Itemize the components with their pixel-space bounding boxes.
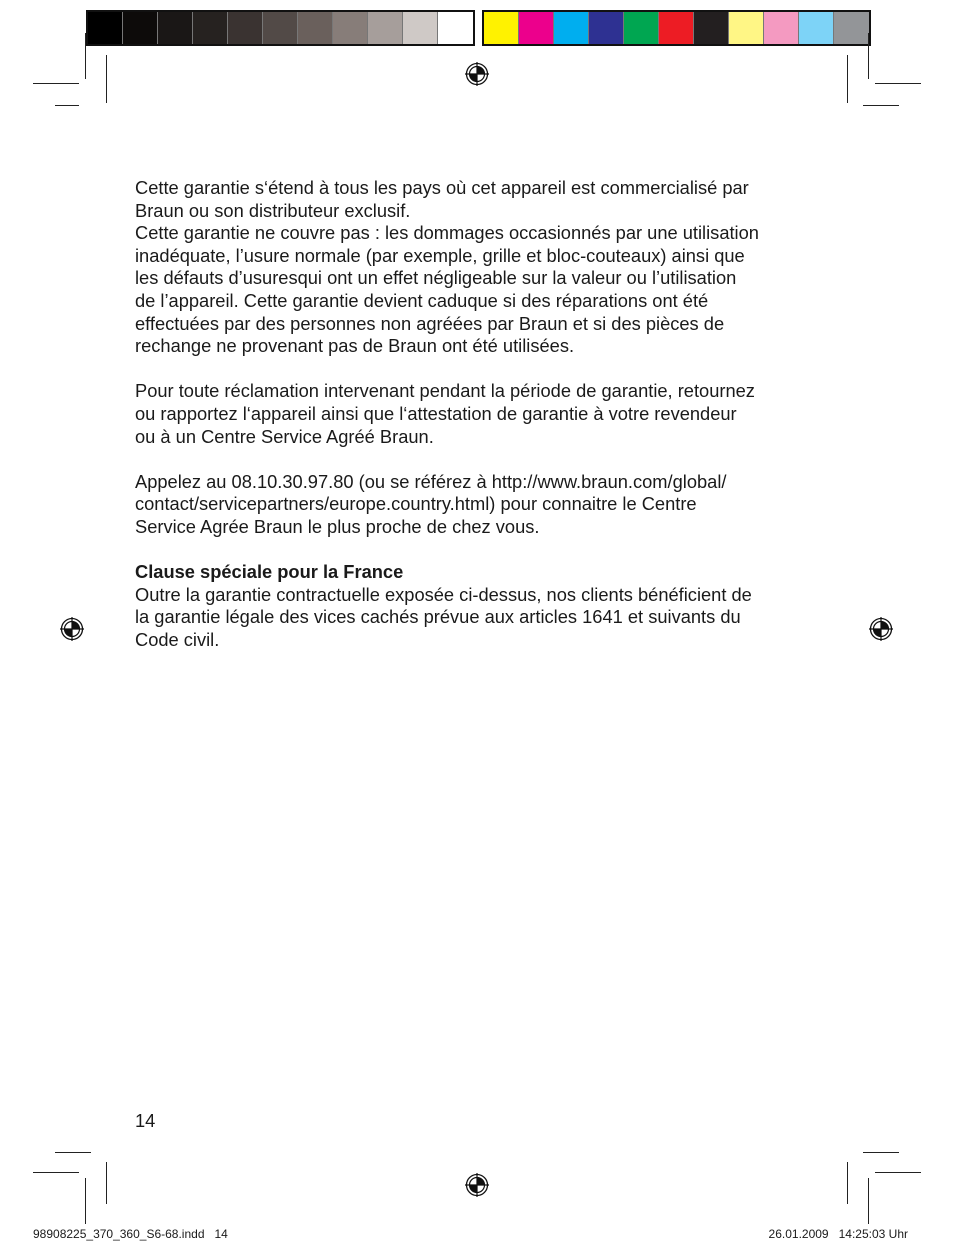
registration-mark-icon — [465, 62, 489, 86]
color-swatch — [298, 12, 333, 44]
crop-mark — [33, 1172, 79, 1173]
color-swatch — [729, 12, 764, 44]
color-swatch — [228, 12, 263, 44]
color-swatch — [519, 12, 554, 44]
color-swatch — [589, 12, 624, 44]
warranty-text — [135, 177, 835, 674]
color-swatch — [694, 12, 729, 44]
crop-mark — [868, 1178, 869, 1224]
registration-mark-icon — [465, 1173, 489, 1197]
color-swatch — [624, 12, 659, 44]
crop-mark — [863, 1152, 899, 1153]
color-swatch — [834, 12, 869, 44]
slug-timestamp: 26.01.2009 14:25:03 Uhr — [768, 1227, 908, 1241]
crop-mark — [875, 1172, 921, 1173]
registration-mark-icon — [60, 617, 84, 641]
registration-mark-icon — [869, 617, 893, 641]
color-swatch — [764, 12, 799, 44]
page-number: 14 — [135, 1110, 156, 1131]
process-color-bar — [482, 10, 871, 46]
color-swatch — [799, 12, 834, 44]
color-swatch — [403, 12, 438, 44]
crop-mark — [33, 83, 79, 84]
crop-mark — [847, 1162, 848, 1204]
color-swatch — [263, 12, 298, 44]
paragraph-coverage: Cette garantie s‘étend à tous les pays où cet appareil est commercialisé par Braun ou son distributeur exclusif. Cette garantie ne couvre pas : les dommages occasionnés par une utilisation inadéquate, l’usure normale (par exemple, grille et bloc-couteaux) ainsi que les défauts d’usuresqui ont un effet négligeable sur la valeur ou l’utilisation de l’appareil. Cette garantie devient caduque si des réparations ont été effectuées par des personnes non agréées par Braun et si des pièces de rechange ne provenant pas de Braun ont été utilisées. — [135, 177, 759, 357]
slug-filename: 98908225_370_360_S6-68.indd 14 — [33, 1227, 228, 1241]
crop-mark — [85, 33, 86, 79]
color-swatch — [368, 12, 403, 44]
color-swatch — [659, 12, 694, 44]
paragraph-france-clause: Outre la garantie contractuelle exposée ci-dessus, nos clients bénéficient de la garantie légale des vices cachés prévue aux articles 1641 et suivants du Code civil. — [135, 583, 752, 650]
crop-mark — [868, 33, 869, 79]
paragraph-claims: Pour toute réclamation intervenant pendant la période de garantie, retournez ou rapportez l‘appareil ainsi que l‘attestation de garantie à votre revendeur ou à un Centre Service Agréé Braun. — [135, 380, 755, 447]
crop-mark — [55, 105, 79, 106]
paragraph-contact: Appelez au 08.10.30.97.80 (ou se référez à http://www.braun.com/global/ contact/servicepartners/europe.country.html) pour connaitre le Centre Service Agrée Braun le plus proche de chez vous. — [135, 470, 727, 537]
crop-mark — [847, 55, 848, 103]
crop-mark — [106, 1162, 107, 1204]
crop-mark — [106, 55, 107, 103]
color-swatch — [554, 12, 589, 44]
crop-mark — [863, 105, 899, 106]
crop-mark — [55, 1152, 91, 1153]
color-swatch — [158, 12, 193, 44]
crop-mark — [875, 83, 921, 84]
crop-mark — [85, 1178, 86, 1224]
color-swatch — [438, 12, 473, 44]
color-swatch — [123, 12, 158, 44]
section-heading: Clause spéciale pour la France — [135, 561, 404, 583]
color-swatch — [193, 12, 228, 44]
color-swatch — [333, 12, 368, 44]
grayscale-color-bar — [86, 10, 475, 46]
color-swatch — [88, 12, 123, 44]
color-swatch — [484, 12, 519, 44]
